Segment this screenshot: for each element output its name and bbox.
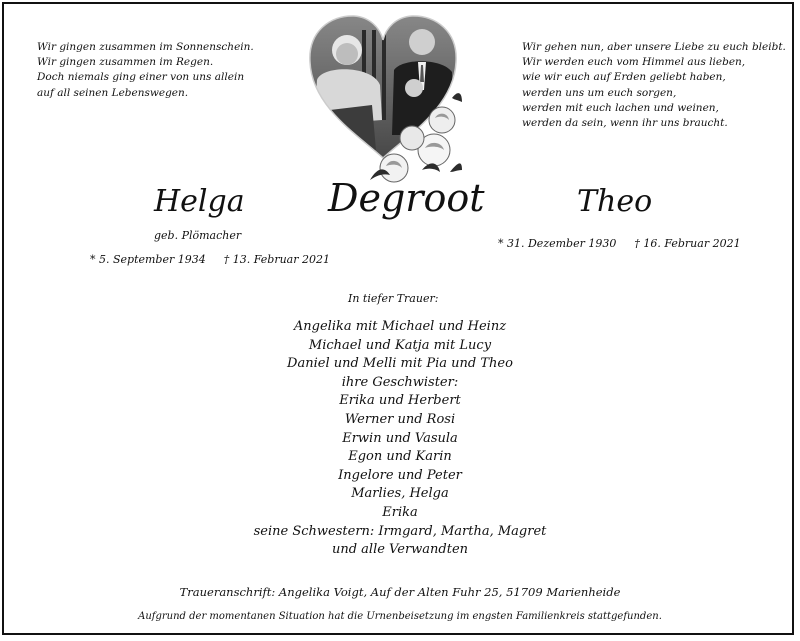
death-date: † 13. Februar 2021 bbox=[223, 253, 330, 266]
mourner-line: Daniel und Melli mit Pia und Theo bbox=[287, 356, 513, 372]
heart-photo bbox=[302, 10, 464, 188]
mourner-line: Erika bbox=[382, 504, 418, 520]
mourner-line: ihre Geschwister: bbox=[341, 374, 459, 390]
surname: Degroot bbox=[328, 176, 485, 220]
poem-right bbox=[522, 40, 792, 131]
poem-line: Wir gingen zusammen im Sonnenschein. bbox=[37, 41, 254, 53]
mourning-intro: In tiefer Trauer: bbox=[348, 292, 439, 305]
birth-date: * 31. Dezember 1930 bbox=[498, 237, 617, 250]
mourner-line: Werner und Rosi bbox=[344, 411, 456, 427]
dates-helga bbox=[90, 253, 330, 266]
mourner-line: seine Schwestern: Irmgard, Martha, Magret bbox=[253, 523, 547, 539]
poem-line: auf all seinen Lebenswegen. bbox=[37, 86, 189, 99]
burial-note: Aufgrund der momentanen Situation hat die Urnenbeisetzung im engsten Familienkreis stattgefunden. bbox=[138, 611, 662, 622]
poem-line: werden uns um euch sorgen, bbox=[522, 86, 677, 99]
mourner-line: Angelika mit Michael und Heinz bbox=[293, 319, 507, 334]
mourner-line: Ingelore und Peter bbox=[338, 467, 462, 483]
mourners-list bbox=[4, 318, 796, 560]
poem-line: Wir gehen nun, aber unsere Liebe zu euch bleibt. bbox=[522, 41, 786, 53]
poem-left bbox=[37, 40, 277, 101]
mourner-line: Michael und Katja mit Lucy bbox=[308, 337, 492, 353]
mourner-line: Erwin und Vasula bbox=[342, 430, 458, 446]
birth-date: * 5. September 1934 bbox=[90, 253, 206, 266]
poem-line: werden mit euch lachen und weinen, bbox=[522, 101, 719, 114]
death-date: † 16. Februar 2021 bbox=[634, 237, 741, 250]
man-figure bbox=[409, 29, 435, 55]
mourner-line: Marlies, Helga bbox=[351, 486, 449, 502]
poem-line: werden da sein, wenn ihr uns braucht. bbox=[522, 117, 728, 130]
dates-theo bbox=[498, 237, 741, 250]
mourning-address: Traueranschrift: Angelika Voigt, Auf der Alten Fuhr 25, 51709 Marienheide bbox=[179, 585, 621, 599]
mourner-line: Egon und Karin bbox=[348, 449, 452, 465]
mourner-line: Erika und Herbert bbox=[339, 393, 461, 409]
poem-line: wie wir euch auf Erden geliebt haben, bbox=[522, 71, 726, 84]
maiden-name: geb. Plömacher bbox=[154, 229, 242, 242]
first-name-helga: Helga bbox=[154, 184, 245, 219]
first-name-theo: Theo bbox=[577, 184, 653, 219]
poem-line: Wir werden euch vom Himmel aus lieben, bbox=[522, 56, 746, 69]
poem-line: Wir gingen zusammen im Regen. bbox=[37, 56, 214, 69]
mourner-line: und alle Verwandten bbox=[331, 542, 469, 558]
poem-line: Doch niemals ging einer von uns allein bbox=[37, 71, 245, 84]
obituary-notice bbox=[2, 2, 794, 635]
